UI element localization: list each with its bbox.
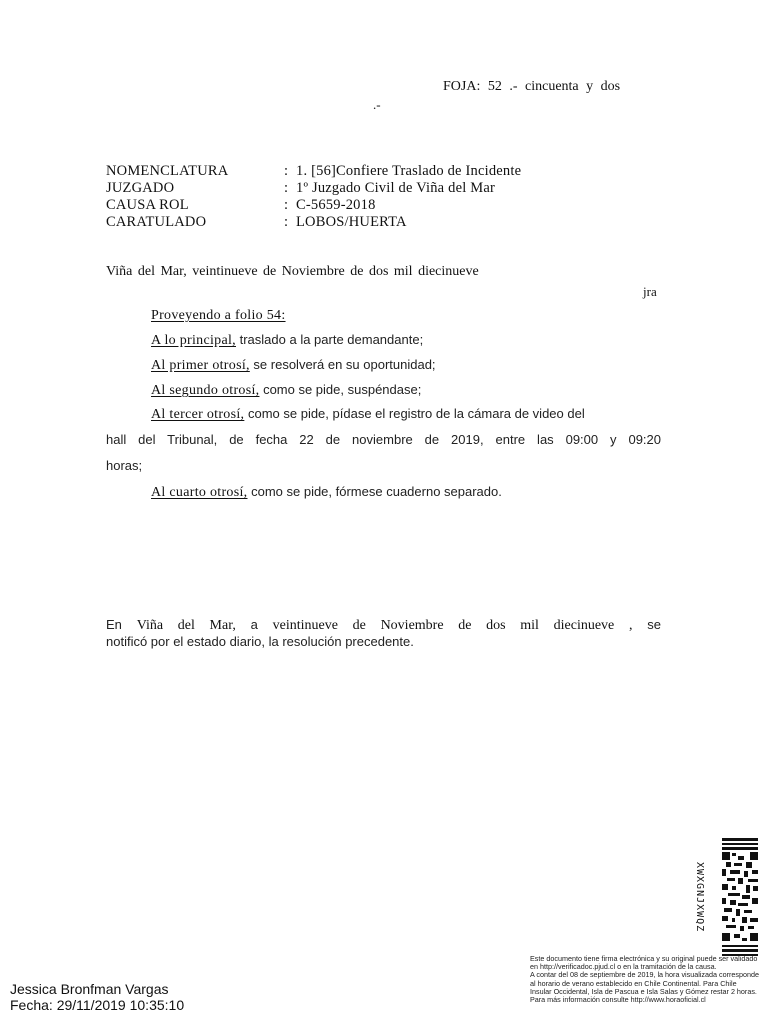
item-label: Al segundo otrosí, — [151, 383, 260, 398]
header-separator: : — [284, 214, 289, 230]
notification-place: Viña del Mar, — [136, 618, 236, 633]
header-row-nomenclatura — [106, 163, 521, 180]
foja-line: FOJA: 52 .- cincuenta y dos — [443, 79, 621, 94]
header-separator: : — [284, 163, 289, 179]
foja-continuation: .- — [373, 97, 381, 112]
item-text: se resolverá en su oportunidad; — [249, 357, 436, 372]
resolution-date: Viña del Mar, veintinueve de Noviembre de dos mil diecinueve — [106, 264, 479, 279]
item-label: Al cuarto otrosí, — [151, 485, 248, 500]
header-label: NOMENCLATURA — [106, 163, 229, 179]
notification-line-2: notificó por el estado diario, la resolución precedente. — [106, 634, 414, 649]
header-label: CARATULADO — [106, 214, 207, 230]
header-row-causa-rol — [106, 197, 376, 214]
header-row-caratulado — [106, 214, 407, 231]
notification-middle: a — [235, 617, 273, 632]
verification-code: XWXGNJXWQZ — [694, 862, 705, 933]
qr-code-icon — [722, 838, 758, 958]
item-text: como se pide, fórmese cuaderno separado. — [247, 484, 502, 499]
notification-date: veintinueve de Noviembre de dos mil diecinueve , — [272, 618, 633, 633]
resolution-item-cuarto-otrosi — [151, 484, 502, 501]
item-text: como se pide, suspéndase; — [259, 382, 422, 397]
tercer-otrosi-line-3: horas; — [106, 458, 143, 473]
header-row-juzgado — [106, 180, 495, 197]
header-value: 1. [56]Confiere Traslado de Incidente — [296, 163, 522, 179]
signer-name: Jessica Bronfman Vargas — [10, 981, 169, 997]
item-label: Al primer otrosí, — [151, 358, 250, 373]
disclaimer-text: Este documento tiene firma electrónica y su original puede ser validado en http://verificadoc.pjud.cl o en la tramitación de la causa. A contar del 08 de septiembre de 2019, la hora visualizada corresponde al horario de verano establecido en Chile Continental. Para Chile Insular Occidental, Isla de Pascua e Isla Salas y Gómez restar 2 horas. Para más información consulte http://www.horaoficial.cl — [530, 954, 759, 1005]
header-value: LOBOS/HUERTA — [296, 214, 407, 230]
header-label: JUZGADO — [106, 180, 175, 196]
clerk-initials: jra — [643, 284, 657, 299]
notification-line-1 — [106, 617, 661, 634]
signer-date: Fecha: 29/11/2019 10:35:10 — [10, 997, 185, 1013]
header-value: 1º Juzgado Civil de Viña del Mar — [296, 180, 496, 196]
notification-suffix: se — [632, 617, 661, 632]
item-label: A lo principal, — [151, 333, 236, 348]
item-text: como se pide, pídase el registro de la cámara de video del — [244, 406, 585, 421]
resolution-item-primer-otrosi — [151, 357, 436, 374]
notification-prefix: En — [106, 617, 137, 632]
header-separator: : — [284, 180, 289, 196]
header-label: CAUSA ROL — [106, 197, 189, 213]
header-separator: : — [284, 197, 289, 213]
resolution-item-segundo-otrosi — [151, 382, 421, 399]
item-label: Al tercer otrosí, — [151, 407, 245, 422]
resolution-heading: Proveyendo a folio 54: — [151, 308, 286, 323]
tercer-otrosi-line-2: hall del Tribunal, de fecha 22 de noviembre de 2019, entre las 09:00 y 09:20 — [106, 432, 661, 447]
item-text: traslado a la parte demandante; — [236, 332, 424, 347]
header-value: C-5659-2018 — [296, 197, 376, 213]
electronic-signature-disclaimer — [530, 955, 760, 1004]
resolution-item-principal — [151, 332, 423, 349]
resolution-item-tercer-otrosi — [151, 406, 661, 423]
